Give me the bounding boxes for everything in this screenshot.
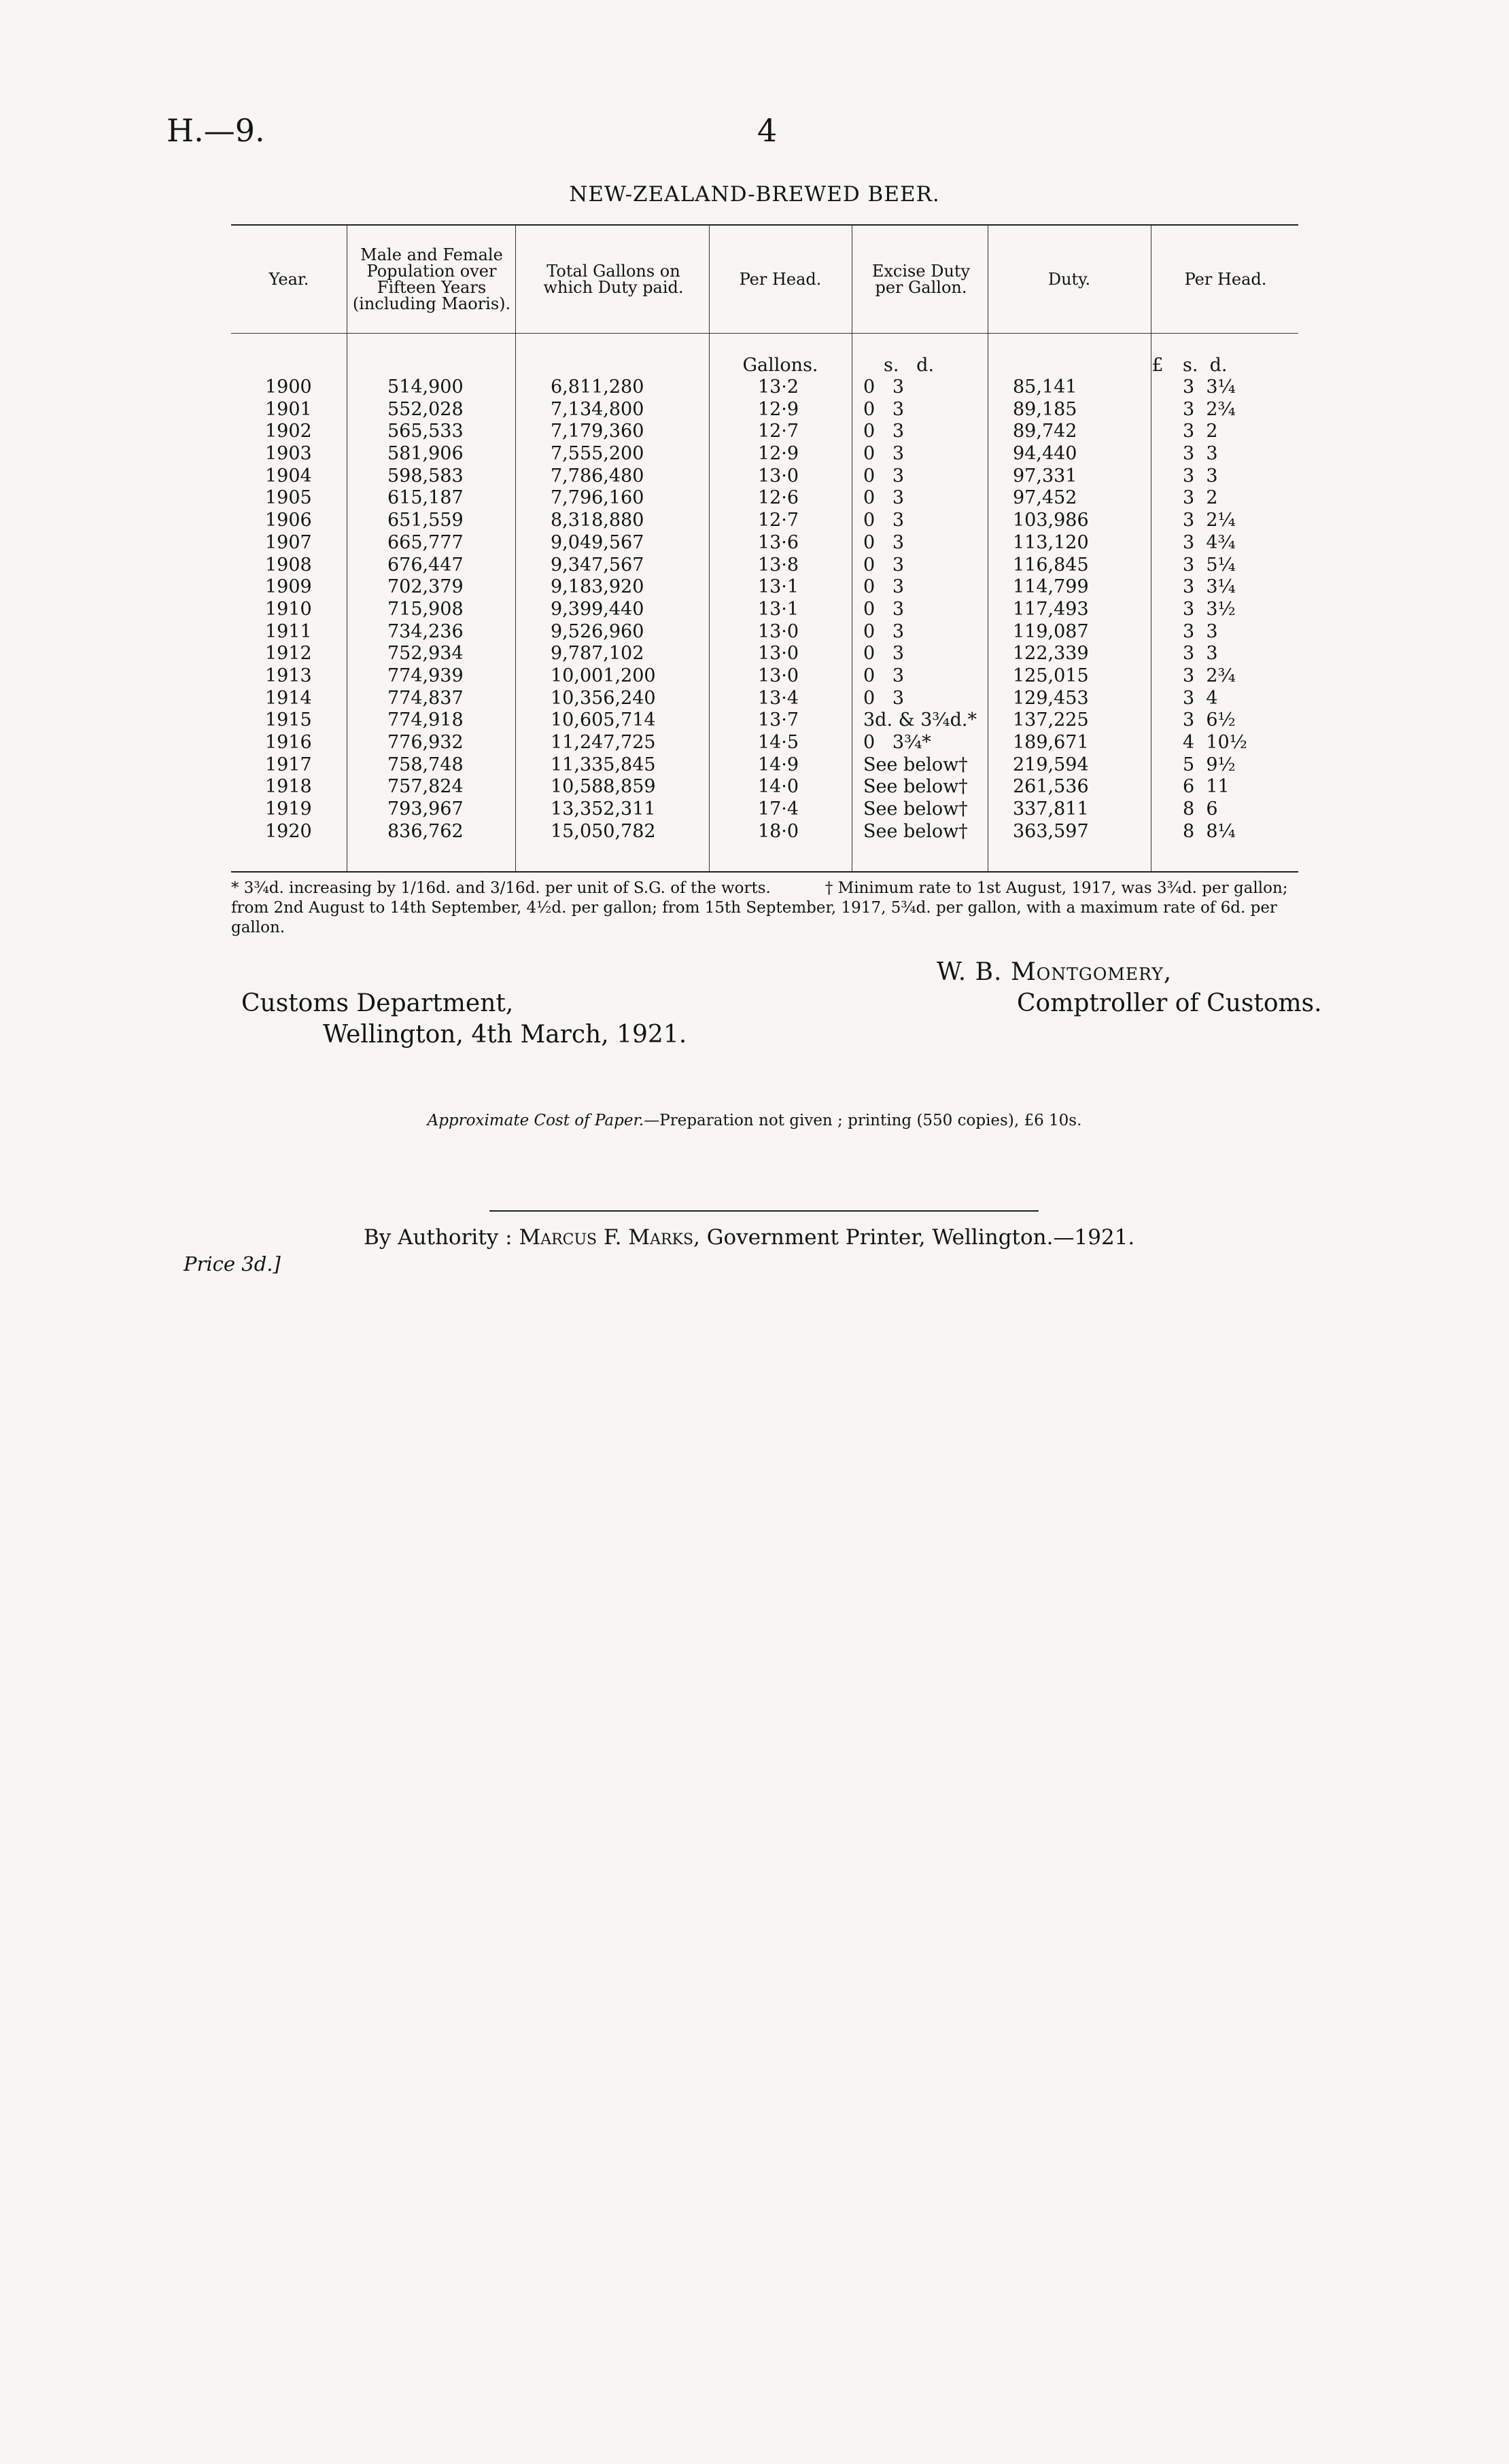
cell-population: 565,533 [387,421,464,442]
cell-duty: 189,671 [1013,732,1089,753]
cell-excise: 0 3 [863,598,905,620]
cell-gallons: 6,811,280 [551,376,644,398]
cell-per-head: 12·7 [757,510,799,531]
col-header-year: Year. [268,270,309,289]
table-row [231,555,1298,577]
cell-per-head: 12·9 [757,398,799,420]
cell-per-head-2: 3 2¼ [1183,510,1236,531]
cell-per-head-2: 3 3 [1183,465,1218,487]
authority-line [364,1225,1134,1250]
cell-duty: 219,594 [1013,754,1089,775]
cell-population: 665,777 [387,531,464,553]
cell-per-head: 12·6 [757,487,799,509]
cell-year: 1902 [265,421,312,442]
cell-gallons: 7,134,800 [551,398,644,420]
cell-excise: 0 3 [863,687,905,709]
cell-gallons: 9,526,960 [551,620,644,642]
cell-duty: 113,120 [1013,531,1089,553]
col-header-per-head: Per Head. [739,270,822,289]
cell-year: 1919 [265,798,312,820]
cell-per-head: 13·8 [757,554,799,576]
cell-year: 1916 [265,732,312,753]
cell-gallons: 7,555,200 [551,443,644,465]
cell-gallons: 10,588,859 [551,776,656,798]
col-header-duty: Duty. [1047,270,1091,289]
unit-pound: £ [1151,355,1164,376]
cell-duty: 116,845 [1013,554,1089,576]
cell-per-head-2: 3 3¼ [1183,576,1236,598]
cell-excise: 0 3 [863,531,905,553]
table-row [231,443,1298,465]
cell-year: 1912 [265,643,312,665]
cell-gallons: 9,787,102 [551,643,644,665]
table-row [231,465,1298,488]
cell-excise: 0 3 [863,398,905,420]
cell-gallons: 9,347,567 [551,554,644,576]
cell-year: 1918 [265,776,312,798]
cell-population: 615,187 [387,487,464,509]
cell-per-head: 13·1 [757,598,799,620]
table-row [231,532,1298,555]
cell-per-head: 13·1 [757,576,799,598]
table-row [231,754,1298,777]
cell-duty: 114,799 [1013,576,1089,598]
cell-gallons: 13,352,311 [551,798,656,820]
beer-table [231,224,1298,873]
cell-duty: 89,742 [1013,421,1077,442]
cell-per-head: 13·0 [757,465,799,487]
cell-excise: 3d. & 3¾d.* [863,709,977,731]
cell-year: 1915 [265,709,312,731]
cell-per-head: 13·7 [757,709,799,731]
cell-year: 1906 [265,510,312,531]
page-number: 4 [757,112,778,149]
cell-gallons: 11,247,725 [551,732,656,753]
cell-duty: 97,452 [1013,487,1077,509]
cell-per-head: 13·4 [757,687,799,709]
cell-per-head-2: 5 9½ [1183,754,1236,775]
cell-excise: See below† [863,754,968,775]
cell-population: 793,967 [387,798,464,820]
cell-duty: 129,453 [1013,687,1089,709]
cell-duty: 363,597 [1013,820,1089,842]
signature-title: Comptroller of Customs. [1017,989,1322,1017]
cell-population: 836,762 [387,820,464,842]
cell-year: 1907 [265,531,312,553]
unit-per-head-2: s. d. [1183,355,1228,376]
cell-year: 1903 [265,443,312,465]
cell-gallons: 9,183,920 [551,576,644,598]
cell-population: 774,939 [387,665,464,686]
authority-prefix: By Authority : [364,1225,513,1250]
cell-year: 1908 [265,554,312,576]
cell-year: 1913 [265,665,312,686]
cell-per-head-2: 3 5¼ [1183,554,1236,576]
cell-per-head: 14·0 [757,776,799,798]
cell-per-head-2: 3 2¾ [1183,398,1236,420]
table-row [231,732,1298,754]
cell-year: 1914 [265,687,312,709]
cost-label: Approximate Cost of Paper. [427,1112,644,1129]
table-row [231,421,1298,443]
cell-duty: 94,440 [1013,443,1077,465]
cell-duty: 119,087 [1013,620,1089,642]
cell-excise: 0 3 [863,421,905,442]
cell-gallons: 10,356,240 [551,687,656,709]
cell-year: 1905 [265,487,312,509]
cell-gallons: 7,796,160 [551,487,644,509]
cell-population: 702,379 [387,576,464,598]
table-row [231,576,1298,599]
cell-duty: 125,015 [1013,665,1089,686]
col-header-excise: Excise Duty per Gallon. [871,262,971,297]
cell-excise: 0 3 [863,376,905,398]
price: Price 3d.] [184,1252,281,1275]
cell-per-head-2: 8 6 [1183,798,1218,820]
cell-per-head: 14·9 [757,754,799,775]
cell-per-head-2: 3 3½ [1183,598,1236,620]
cell-per-head: 12·9 [757,443,799,465]
authority-rest: , Government Printer, Wellington.—1921. [693,1225,1135,1250]
cell-year: 1910 [265,598,312,620]
cell-gallons: 9,049,567 [551,531,644,553]
cell-population: 715,908 [387,598,464,620]
table-row [231,399,1298,421]
cell-per-head-2: 4 10½ [1183,732,1247,753]
unit-gallons: Gallons. [742,355,818,376]
cell-per-head: 18·0 [757,820,799,842]
divider-rule [489,1210,1039,1212]
cell-per-head-2: 3 3 [1183,620,1218,642]
table-row [231,798,1298,821]
cell-per-head: 13·0 [757,665,799,686]
page-title: NEW-ZEALAND-BREWED BEER. [569,182,940,207]
department: Customs Department, [241,989,514,1017]
col-header-per-head-2: Per Head. [1184,270,1267,289]
cell-per-head: 14·5 [757,732,799,753]
cell-per-head-2: 3 2 [1183,421,1218,442]
cell-year: 1909 [265,576,312,598]
cell-excise: See below† [863,776,968,798]
cell-year: 1904 [265,465,312,487]
table-row [231,776,1298,798]
cell-year: 1901 [265,398,312,420]
cell-gallons: 10,605,714 [551,709,656,731]
footnote-star: * 3¾d. increasing by 1/16d. and 3/16d. per unit of S.G. of the worts. [231,879,771,897]
footnote-dagger: † Minimum rate to 1st August, 1917, was 3¾d. per gallon; from 2nd August to 14th September, 4½d. per gallon; from 15th September, 1917, 5¾d. per gallon, with a maximum rate of 6d. per gallon. [231,879,1288,936]
cell-excise: 0 3 [863,554,905,576]
cell-excise: 0 3 [863,510,905,531]
cell-per-head: 13·0 [757,620,799,642]
cost-of-paper [0,1112,1509,1129]
cell-per-head-2: 3 3 [1183,643,1218,665]
cell-excise: 0 3 [863,665,905,686]
table-row [231,621,1298,644]
cell-gallons: 9,399,440 [551,598,644,620]
cell-duty: 337,811 [1013,798,1089,820]
cell-per-head-2: 8 8¼ [1183,820,1236,842]
cell-duty: 85,141 [1013,376,1077,398]
cell-per-head-2: 3 2 [1183,487,1218,509]
cell-gallons: 8,318,880 [551,510,644,531]
table-row [231,599,1298,621]
cell-population: 598,583 [387,465,464,487]
cell-population: 776,932 [387,732,464,753]
cell-excise: 0 3 [863,465,905,487]
table-row [231,709,1298,732]
signature-name: W. B. Montgomery, [937,958,1173,986]
cell-excise: See below† [863,820,968,842]
cell-duty: 103,986 [1013,510,1089,531]
cell-gallons: 11,335,845 [551,754,656,775]
cell-per-head: 13·2 [757,376,799,398]
col-header-gallons: Total Gallons on which Duty paid. [543,262,684,297]
cell-duty: 97,331 [1013,465,1077,487]
cell-population: 651,559 [387,510,464,531]
table-row [231,665,1298,688]
cell-population: 676,447 [387,554,464,576]
cell-gallons: 7,179,360 [551,421,644,442]
cell-duty: 137,225 [1013,709,1089,731]
cell-population: 552,028 [387,398,464,420]
cell-excise: 0 3 [863,443,905,465]
col-header-population: Male and Female Population over Fifteen Years (including Maoris). [352,245,511,313]
cell-per-head-2: 6 11 [1183,776,1230,798]
date-line: Wellington, 4th March, 1921. [323,1021,687,1049]
series-number: H.—9. [167,112,265,149]
cell-excise: See below† [863,798,968,820]
printer-name: Marcus F. Marks [519,1225,694,1250]
cell-excise: 0 3 [863,576,905,598]
cost-text: —Preparation not given ; printing (550 copies), £6 10s. [644,1112,1082,1129]
cell-duty: 122,339 [1013,643,1089,665]
cell-per-head: 13·0 [757,643,799,665]
cell-year: 1900 [265,376,312,398]
table-row [231,643,1298,665]
cell-population: 514,900 [387,376,464,398]
cell-per-head: 13·6 [757,531,799,553]
cell-per-head: 17·4 [757,798,799,820]
cell-population: 581,906 [387,443,464,465]
footnotes [231,879,1319,938]
cell-duty: 261,536 [1013,776,1089,798]
table-row [231,688,1298,710]
cell-gallons: 7,786,480 [551,465,644,487]
cell-year: 1911 [265,620,312,642]
table-row [231,376,1298,399]
cell-year: 1920 [265,820,312,842]
header-rule [231,333,1298,334]
cell-population: 734,236 [387,620,464,642]
cell-excise: 0 3 [863,487,905,509]
cell-excise: 0 3¾* [863,732,931,753]
cell-gallons: 15,050,782 [551,820,656,842]
cell-per-head-2: 3 3 [1183,443,1218,465]
cell-excise: 0 3 [863,620,905,642]
cell-per-head-2: 3 2¾ [1183,665,1236,686]
cell-duty: 89,185 [1013,398,1077,420]
table-body [231,376,1298,843]
cell-gallons: 10,001,200 [551,665,656,686]
cell-per-head-2: 3 3¼ [1183,376,1236,398]
cell-per-head: 12·7 [757,421,799,442]
cell-duty: 117,493 [1013,598,1089,620]
table-row [231,510,1298,532]
cell-year: 1917 [265,754,312,775]
cell-population: 758,748 [387,754,464,775]
cell-population: 774,837 [387,687,464,709]
cell-population: 752,934 [387,643,464,665]
cell-population: 774,918 [387,709,464,731]
cell-excise: 0 3 [863,643,905,665]
cell-per-head-2: 3 4 [1183,687,1218,709]
cell-per-head-2: 3 4¾ [1183,531,1236,553]
cell-per-head-2: 3 6½ [1183,709,1236,731]
table-row [231,821,1298,843]
table-row [231,487,1298,510]
unit-excise: s. d. [884,355,935,376]
cell-population: 757,824 [387,776,464,798]
